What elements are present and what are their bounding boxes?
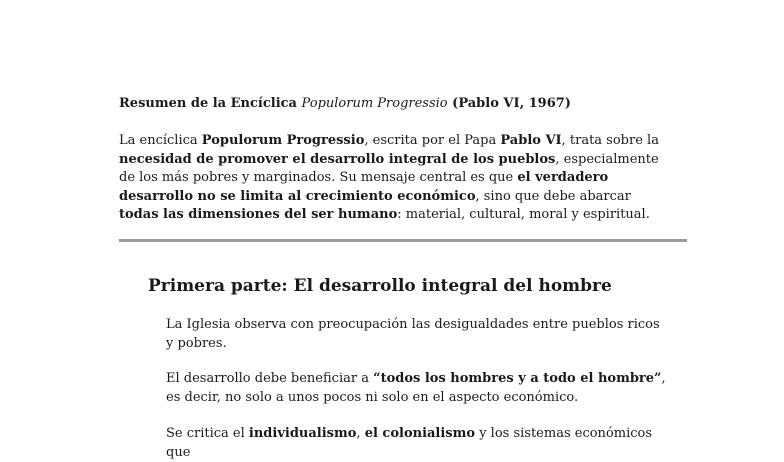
summary-paragraph [119,132,664,225]
emphasis-text: todas las dimensiones del ser humano [119,207,398,222]
summary-title-suffix: (Pablo VI, 1967) [452,96,571,111]
body-text: Se critica el [166,426,249,441]
section-paragraph [166,316,666,353]
body-text: : material, cultural, moral y espiritual. [397,207,650,222]
body-text: La Iglesia observa con preocupación las desigualdades entre pueblos ricos y pobres. [166,317,660,351]
summary-title [119,95,679,113]
body-text: y los sistemas económicos que [166,426,653,460]
body-text: , especialmente de los más pobres y marginados. Su mensaje central es que [119,151,659,185]
body-text: , [356,426,365,441]
section-heading: Primera parte: El desarrollo integral del hombre [148,276,612,296]
summary-title-encyclical: Populorum Progressio [301,96,448,111]
emphasis-text: Pablo VI [500,133,562,148]
emphasis-text: el verdadero desarrollo no se limita al crecimiento económico [119,170,609,204]
section-paragraph [166,425,666,462]
body-text: La encíclica [119,133,202,148]
body-text: , escrita por el Papa [364,133,501,148]
section-paragraph [166,370,666,407]
body-text: , sino que debe abarcar [475,188,631,204]
emphasis-text: el colonialismo [364,426,476,441]
horizontal-divider [119,239,687,242]
emphasis-text: “todos los hombres y a todo el hombre” [373,371,662,386]
body-text: El desarrollo debe beneficiar a [166,371,374,386]
emphasis-text: necesidad de promover el desarrollo integral de los pueblos [119,151,556,167]
body-text: , trata sobre la [561,133,659,148]
emphasis-text: individualismo [248,426,357,441]
emphasis-text: Populorum Progressio [201,133,365,148]
body-text: , es decir, no solo a unos pocos ni solo en el aspecto económico. [166,371,666,405]
summary-title-prefix: Resumen de la Encíclica [119,96,297,111]
